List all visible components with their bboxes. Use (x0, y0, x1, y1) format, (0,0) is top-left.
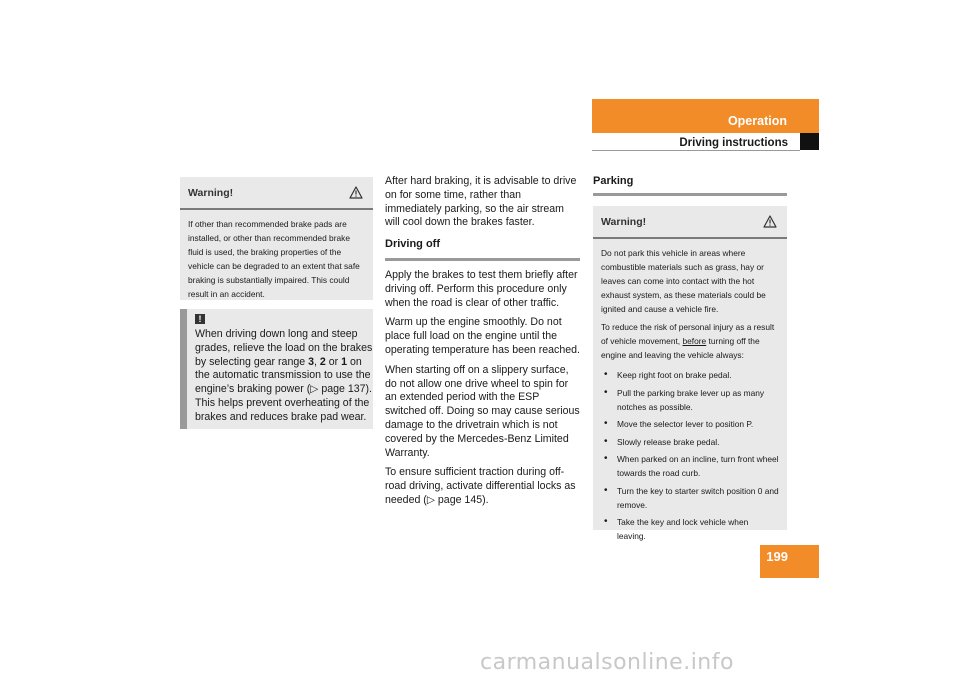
brake-warning-box (180, 177, 373, 300)
movement-text: To reduce the risk of personal injury as a result of vehicle movement, (601, 322, 775, 346)
driving-off-heading: Driving off (385, 238, 580, 261)
watermark: carmanualsonline.info (480, 650, 734, 675)
note-sep-2: or (325, 355, 342, 368)
before-emphasis: before (682, 336, 707, 346)
list-item: • When parked on an incline, turn front wheel towards the road curb. (601, 452, 779, 480)
list-item: • Take the key and lock vehicle when leaving. (601, 515, 779, 543)
note-text-2: on the automatic transmission to use the engine’s braking power ( (195, 355, 371, 396)
parking-heading: Parking (593, 175, 787, 196)
parking-warning-body (593, 239, 787, 553)
warning-header (180, 177, 373, 210)
warning-header (593, 206, 787, 239)
paragraph-warm-up: Warm up the engine smoothly. Do not place full load on the engine until the operating temperature has been reached. (385, 316, 580, 356)
header-tab-marker (800, 133, 819, 150)
gear-1: 1 (341, 355, 347, 368)
page-number: 199 (766, 549, 788, 564)
header-rule (592, 150, 800, 151)
list-item: • Slowly release brake pedal. (601, 435, 779, 449)
warning-text: If other than recommended brake pads are installed, or other than recommended brake fluid is used, the braking properties of the vehicle can be degraded to an extent that safe braking is substantially impaired. This could result in an accident. (188, 219, 360, 299)
section-title: Operation (727, 114, 787, 128)
note-sep-1: , (313, 355, 320, 368)
parking-steps-list (601, 368, 779, 543)
note-box (180, 309, 373, 429)
note-text-3: ). This helps prevent overheating of the brakes and reduces brake pad wear. (195, 383, 372, 423)
gear-2: 2 (319, 355, 326, 368)
warning-triangle-icon (349, 186, 363, 199)
fire-risk-paragraph: Do not park this vehicle in areas where combustible materials such as grass, hay or leaves can come into contact with the hot exhaust system, as these materials could be ignited and cause a vehicle fire. (601, 248, 766, 314)
diff-lock-text: To ensure sufficient traction during off-road driving, activate differential locks as needed ( (385, 466, 576, 506)
list-item: • Turn the key to starter switch position 0 and remove. (601, 484, 779, 512)
paragraph-test-brakes: Apply the brakes to test them briefly after driving off. Perform this procedure only when the road is clear of other traffic. (385, 268, 578, 309)
diff-lock-text-end: ). (482, 493, 489, 506)
warning-triangle-icon (763, 215, 777, 228)
note-text (195, 328, 373, 425)
gear-3: 3 (308, 355, 314, 368)
list-item: • Keep right foot on brake pedal. (601, 368, 779, 382)
movement-text-end: turning off the engine and leaving the vehicle always: (601, 336, 760, 360)
middle-column (385, 175, 580, 514)
page-reference-145[interactable]: ▷ page 145 (426, 493, 483, 506)
parking-warning-box (593, 206, 787, 541)
note-sidebar (180, 309, 187, 429)
subsection-title: Driving instructions (679, 137, 788, 149)
brake-cooling-paragraph: After hard braking, it is advisable to drive on for some time, rather than immediately parking, so the air stream will cool down the brakes faster. (385, 175, 577, 229)
vehicle-movement-paragraph (601, 320, 779, 362)
paragraph-differential-locks (385, 466, 580, 507)
warning-title: Warning! (188, 186, 234, 199)
note-exclamation-icon: ! (195, 314, 205, 324)
paragraph-slippery-surface: When starting off on a slippery surface, do not allow one drive wheel to spin for an extended period with the ESP switched off. Doing so may cause serious damage to the drivetrain which is not covered by the Mercedes-Benz Limited Warranty. (385, 363, 580, 459)
list-item: • Move the selector lever to position P. (601, 417, 779, 431)
page-reference-137[interactable]: ▷ page 137 (310, 383, 366, 396)
warning-title: Warning! (601, 215, 647, 228)
note-text-1: When driving down long and steep grades, relieve the load on the brakes by selecting gear range (195, 328, 373, 368)
list-item: • Pull the parking brake lever up as many notches as possible. (601, 386, 779, 414)
